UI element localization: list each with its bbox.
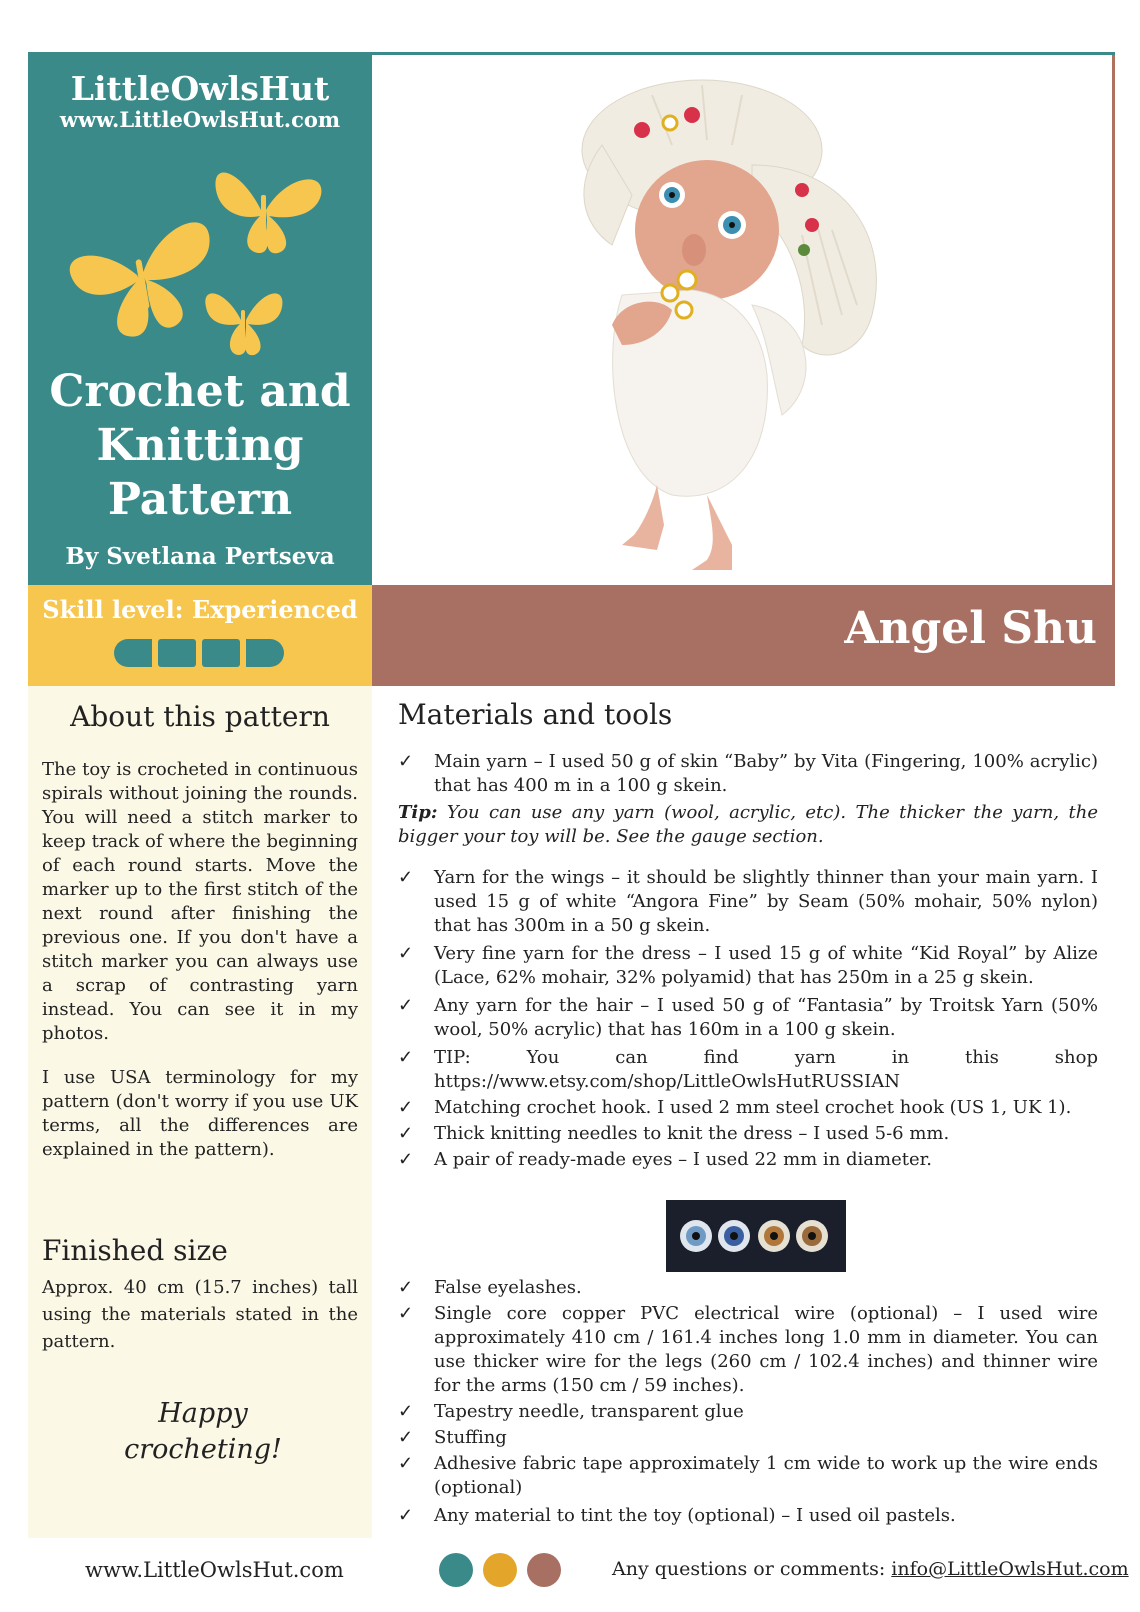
author-byline: By Svetlana Pertseva xyxy=(65,543,335,570)
footer-contact xyxy=(612,1558,1129,1580)
check-icon: ✓ xyxy=(398,943,414,964)
about-heading: About this pattern xyxy=(70,700,330,733)
skill-level-indicator-icon xyxy=(112,637,288,669)
finished-size-heading: Finished size xyxy=(42,1234,228,1267)
material-item-text: Main yarn – I used 50 g of skin “Baby” by Vita (Fingering, 100% acrylic) that has 400 m in a 100 g skein. xyxy=(434,751,1098,796)
check-icon: ✓ xyxy=(398,1453,414,1474)
material-item xyxy=(398,1452,1098,1500)
material-item xyxy=(398,1276,1098,1300)
title-line: Crochet and xyxy=(49,366,351,417)
color-dots-icon xyxy=(438,1550,578,1590)
happy-crocheting-text xyxy=(88,1396,318,1468)
material-item xyxy=(398,994,1098,1042)
material-item xyxy=(398,866,1098,938)
check-icon: ✓ xyxy=(398,1427,414,1448)
material-item-text: Very fine yarn for the dress – I used 15 g of white “Kid Royal” by Alize (Lace, 62% mohair, 32% polyamid) that has 250m in a 25 g skein. xyxy=(434,943,1098,988)
material-item-text: Adhesive fabric tape approximately 1 cm wide to work up the wire ends (optional) xyxy=(434,1453,1098,1498)
material-item xyxy=(398,1096,1098,1120)
material-item-text: Any yarn for the hair – I used 50 g of “Fantasia” by Troitsk Yarn (50% wool, 50% acrylic) that has 160m in a 100 g skein. xyxy=(434,995,1098,1040)
material-item-text[interactable]: TIP: You can find yarn in this shop https://www.etsy.com/shop/LittleOwlsHutRUSSIAN xyxy=(434,1047,1098,1092)
skill-level-panel xyxy=(28,585,372,686)
header-panel xyxy=(28,55,372,585)
check-icon: ✓ xyxy=(398,1277,414,1298)
pattern-name-bar xyxy=(372,585,1115,686)
check-icon: ✓ xyxy=(398,1097,414,1118)
check-icon: ✓ xyxy=(398,751,414,772)
finished-size-text: Approx. 40 cm (15.7 inches) tall using the materials stated in the pattern. xyxy=(42,1277,358,1352)
material-item-text: False eyelashes. xyxy=(434,1277,582,1298)
material-item xyxy=(398,1148,1098,1172)
check-icon: ✓ xyxy=(398,1123,414,1144)
check-icon: ✓ xyxy=(398,1047,414,1068)
happy-line: crocheting! xyxy=(124,1434,282,1465)
check-icon: ✓ xyxy=(398,867,414,888)
material-item-text: Thick knitting needles to knit the dress – I used 5-6 mm. xyxy=(434,1123,950,1144)
skill-level-text: Skill level: Experienced xyxy=(42,595,358,624)
doll-figure-icon xyxy=(372,55,1112,585)
happy-line: Happy xyxy=(158,1398,248,1429)
doll-photo xyxy=(372,55,1115,585)
contact-label: Any questions or comments: xyxy=(612,1558,892,1580)
material-item-text: Any material to tint the toy (optional) – I used oil pastels. xyxy=(434,1505,956,1526)
brand-url: www.LittleOwlsHut.com xyxy=(59,107,341,132)
footer-url[interactable]: www.LittleOwlsHut.com xyxy=(85,1558,344,1582)
material-item-text: Yarn for the wings – it should be slightly thinner than your main yarn. I used 15 g of white “Angora Fine” by Seam (50% mohair, 50% nylon) that has 300m in a 50 g skein. xyxy=(434,867,1098,936)
tip-label: Tip: xyxy=(398,802,438,823)
butterflies-icon xyxy=(66,150,326,365)
material-item xyxy=(398,942,1098,990)
material-item xyxy=(398,1400,1098,1424)
about-paragraph: The toy is crocheted in continuous spirals without joining the rounds. You will need a stitch marker to keep track of where the beginning of each round starts. Move the marker up to the first stitch of the next round after finishing the previous one. If you don't have a stitch marker you can always use a scrap of contrasting yarn instead. You can see it in my photos. xyxy=(42,759,358,1044)
about-text xyxy=(42,758,358,1182)
material-item xyxy=(398,1122,1098,1146)
check-icon: ✓ xyxy=(398,1505,414,1526)
tip-note xyxy=(398,801,1098,849)
material-item xyxy=(398,1426,1098,1450)
title-line: Pattern xyxy=(107,474,293,525)
title-line: Knitting xyxy=(96,420,304,471)
check-icon: ✓ xyxy=(398,995,414,1016)
doll-eyes-photo-icon xyxy=(666,1200,846,1272)
left-column xyxy=(28,686,372,1538)
material-item-text: Matching crochet hook. I used 2 mm steel crochet hook (US 1, UK 1). xyxy=(434,1097,1072,1118)
tip-text: You can use any yarn (wool, acrylic, etc). The thicker the yarn, the bigger your toy will be. See the gauge section. xyxy=(398,802,1098,847)
material-item xyxy=(398,1302,1098,1398)
check-icon: ✓ xyxy=(398,1401,414,1422)
check-icon: ✓ xyxy=(398,1303,414,1324)
contact-email-link[interactable]: info@LittleOwlsHut.com xyxy=(891,1558,1129,1580)
material-item-text: Tapestry needle, transparent glue xyxy=(434,1401,744,1422)
material-item-text: A pair of ready-made eyes – I used 22 mm in diameter. xyxy=(434,1149,932,1170)
material-item-text: Single core copper PVC electrical wire (optional) – I used wire approximately 410 cm / 161.4 inches long 1.0 mm in diameter. You can use thicker wire for the legs (260 cm / 102.4 inches) and thinner wire for the arms (150 cm / 59 inches). xyxy=(434,1303,1098,1396)
check-icon: ✓ xyxy=(398,1149,414,1170)
material-item xyxy=(398,1504,1098,1528)
brand-name: LittleOwlsHut xyxy=(70,69,330,108)
about-paragraph: I use USA terminology for my pattern (don't worry if you use UK terms, all the differences are explained in the pattern). xyxy=(42,1067,358,1160)
material-item xyxy=(398,750,1098,798)
materials-heading: Materials and tools xyxy=(398,698,673,731)
pattern-title xyxy=(28,365,372,527)
pattern-name: Angel Shu xyxy=(844,603,1097,654)
material-item-text: Stuffing xyxy=(434,1427,507,1448)
material-item xyxy=(398,1046,1098,1094)
